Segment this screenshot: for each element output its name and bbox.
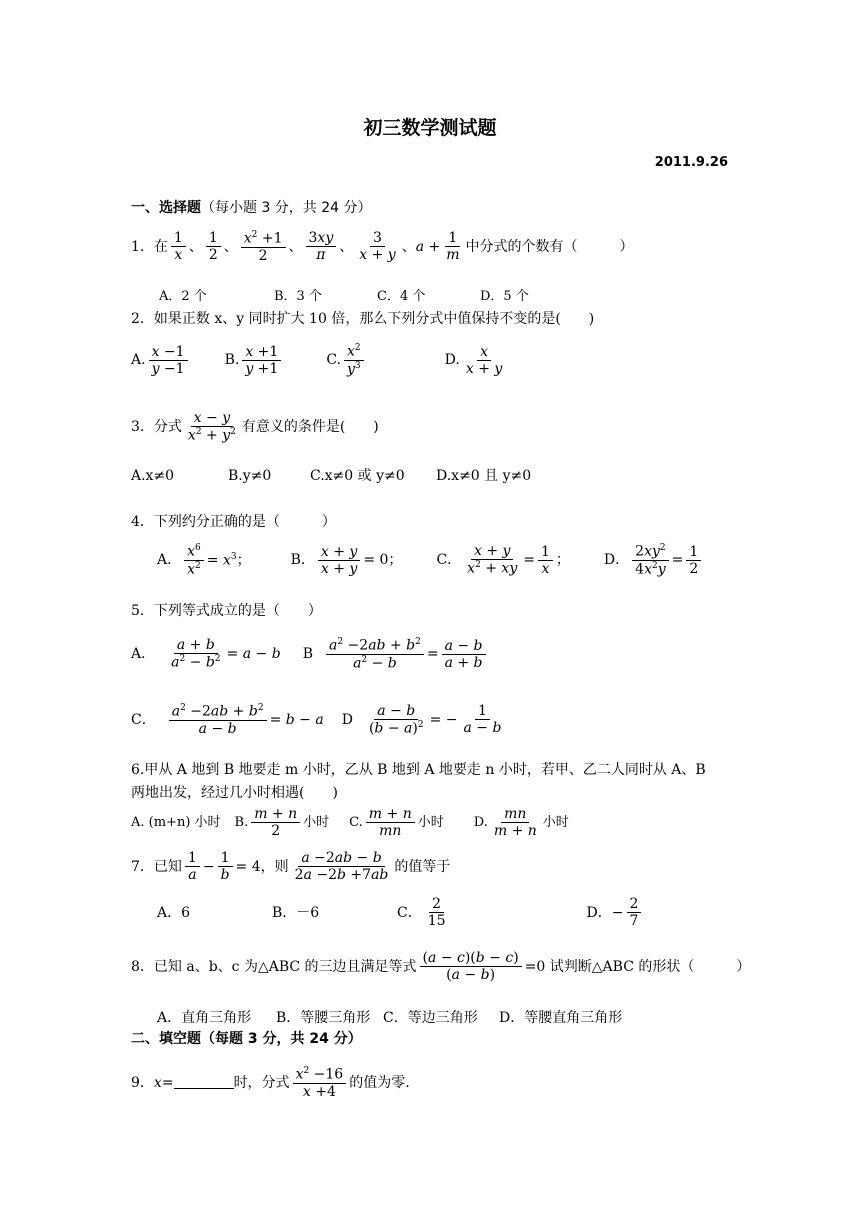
q2-label-d: D. [444,352,460,369]
q3-options [131,469,531,483]
q9-num: 9． [131,1074,154,1091]
q1-num: 1．在 [131,238,168,255]
q3-option-a: A.x≠0 [131,468,175,484]
q2-options [131,343,508,378]
q8-options [157,1011,622,1025]
q5-eq-c: = b − a [269,711,324,728]
q7-mid: ，则 [260,858,289,875]
q5-row2 [131,703,507,737]
q1-sep: 、 [288,238,303,255]
q6-frac-b: $\frac{m + n}{2}$ [251,806,300,839]
q5-frac-d: $\frac{a - b}{(b - a)^2}$ [368,703,424,737]
q6-label-d: D. [473,815,488,831]
q2-frac-b: $\frac{x +1}{y +1}$ [242,344,281,377]
section1-heading [131,201,372,215]
q5-label-a: A． [131,646,156,663]
q4-frac-c2: $\frac{1}{x}$ [538,544,553,577]
question-3 [131,410,379,444]
q2-frac-d: $\frac{x}{x + y}$ [465,343,503,377]
q7-option-b: B．－6 [272,904,320,921]
q7-label-d: D． [586,904,612,921]
q3-option-b: B.y≠0 [228,468,272,484]
q6-line2: 两地出发，经过几小时相遇( ) [131,785,338,801]
q9-mid: 时，分式 [233,1074,290,1091]
q6-options [131,806,569,839]
q7-label-c: C． [397,904,422,921]
q4-text: 4．下列约分正确的是（ ） [131,514,336,530]
q6-option-a: A. (m+n) 小时 [131,815,221,831]
q1-frac-6: $\frac{1}{m}$ [446,230,460,264]
q1-option-d: D．5 个 [480,289,529,304]
section2-heading: 二、填空题（每题 3 分，共 24 分） [131,1031,362,1047]
q6-unit-b: 小时 [303,815,330,831]
q8-num: 8．已知 a、b、c 为△ABC 的三边且满足等式 [131,958,417,975]
question-7 [131,850,450,883]
q1-frac-5: $\frac{3}{x + y}$ [359,230,396,264]
q7-frac-c: $\frac{2}{15}$ [427,896,446,930]
q7-minus: − [202,858,215,875]
q6-unit-c: 小时 [417,815,444,831]
q8-frac: $\frac{(a - c)(b - c)}{(a - b)}$ [420,950,522,983]
q5-frac-c: $\frac{a^2 -2ab + b^2}{a - b}$ [169,703,267,737]
q7-eq: = 4 [235,858,261,875]
q5-label-d: D [341,711,353,728]
q2-frac-c: $\frac{x^2}{y^3}$ [344,343,364,378]
q3-num: 3．分式 [131,418,182,435]
q5-frac-a: $\frac{a + b}{a^2 - b^2}$ [171,637,221,672]
q7-tail: 的值等于 [394,858,451,875]
q4-label-b: B． [290,552,315,569]
q8-option-c: C．等边三角形 [383,1010,478,1026]
q2-label-a: A. [131,352,146,369]
q7-option-a: A．6 [157,904,191,921]
q1-frac-3: $\frac{x^2 +1}{2}$ [241,230,286,264]
q4-eq-a: = $x^3$； [206,551,251,569]
q9-frac: $\frac{x^2 -16}{x +4}$ [293,1066,347,1100]
q1-expr: a + [415,238,441,255]
q6-line1: 6.甲从 A 地到 B 地要走 m 小时，乙从 B 地到 A 地要走 n 小时，若甲、乙二人同时从 A、B [131,762,706,778]
q5-frac-b: $\frac{a^2 -2ab + b^2}{a^2 - b}$ [326,637,424,672]
q4-label-a: A． [157,552,182,569]
q4-eq-b: = 0； [363,552,403,569]
q7-minus-d: − [611,904,624,921]
q4-options [157,543,704,578]
q6-label-b: B. [234,815,249,831]
q1-frac-2: $\frac{1}{2}$ [206,230,221,263]
q5-eq-b: = [426,646,439,663]
q4-frac-d2: $\frac{1}{2}$ [686,544,701,577]
q1-option-c: C．4 个 [377,289,426,304]
q5-frac-d2: $\frac{1}{a - b}$ [463,703,502,737]
q2-label-b: B. [224,352,240,369]
question-9 [131,1066,410,1100]
q2-label-c: C. [326,352,341,369]
q4-eq-c: = [523,552,535,569]
q5-text: 5．下列等式成立的是（ ） [131,603,322,619]
q1-frac-4: $\frac{3xy}{\pi}$ [306,230,337,263]
q5-label-b: B [302,646,313,663]
page-title: 初三数学测试题 [363,117,497,139]
q4-label-d: D． [603,552,630,569]
q9-var: x= [153,1074,174,1091]
q1-option-a: A．2 个 [159,289,207,304]
question-8 [131,950,750,983]
q3-frac: $\frac{x - y}{x^2 + y^2}$ [187,410,236,444]
q5-frac-b2: $\frac{a - b}{a + b}$ [442,638,486,671]
q3-option-c: C.x≠0 或 y≠0 [310,468,405,484]
q3-option-d: D.x≠0 且 y≠0 [436,468,532,484]
date: 2011.9.26 [654,155,728,170]
q4-frac-b: $\frac{x + y}{x + y}$ [318,544,360,577]
q6-frac-d: $\frac{mn}{m + n}$ [493,806,537,840]
q1-sep: 、 [223,238,238,255]
q1-sep: 、 [401,238,416,255]
q4-frac-a: $\frac{x^6}{x^2}$ [184,543,204,578]
section1-note: （每小题 3 分，共 24 分） [201,200,372,216]
q5-label-c: C． [131,711,156,728]
q8-tail: =0 试判断△ABC 的形状（ ） [524,958,751,975]
q1-tail: 中分式的个数有（ ） [465,238,634,255]
q5-eq-a: = a − b [226,646,281,663]
q7-frac-1: $\frac{1}{a}$ [185,850,200,883]
q4-semi-c: ； [555,552,570,569]
q4-frac-c: $\frac{x + y}{x^2 + xy}$ [467,543,518,578]
q6-frac-c: $\frac{m + n}{mn}$ [366,806,415,839]
q4-eq-d: = [671,552,684,569]
q8-option-b: B．等腰三角形 [276,1010,371,1026]
q1-frac-1: $\frac{1}{x}$ [171,230,186,263]
q6-label-c: C. [349,815,363,831]
q7-frac-d: $\frac{2}{7}$ [627,896,642,929]
q9-tail: 的值为零. [349,1074,410,1091]
q1-options [159,290,529,303]
q5-eq-d: = − [429,711,458,728]
q3-tail: 有意义的条件是( ) [241,418,379,435]
q4-label-c: C． [436,552,462,569]
q6-unit-d: 小时 [542,815,569,831]
q1-option-b: B．3 个 [274,289,322,304]
q7-options [157,896,644,929]
q9-answer-blank[interactable] [174,1076,234,1089]
q4-frac-d: $\frac{2xy^2}{4x^2y}$ [632,543,668,578]
q8-option-a: A．直角三角形 [157,1010,252,1026]
q7-frac-2: $\frac{1}{b}$ [218,850,233,883]
section1-title: 一、选择题 [131,200,201,216]
q7-num: 7．已知 [131,858,182,875]
q1-sep: 、 [339,238,354,255]
q5-row1 [131,637,489,672]
q2-frac-a: $\frac{x -1}{y -1}$ [149,344,188,377]
q8-option-d: D．等腰直角三角形 [499,1010,623,1026]
q7-frac-3: $\frac{a -2ab - b}{2a -2b +7ab}$ [294,850,389,884]
question-1 [131,230,634,264]
q2-text: 2．如果正数 x、y 同时扩大 10 倍，那么下列分式中值保持不变的是( ) [131,311,595,327]
q1-sep: 、 [188,238,203,255]
